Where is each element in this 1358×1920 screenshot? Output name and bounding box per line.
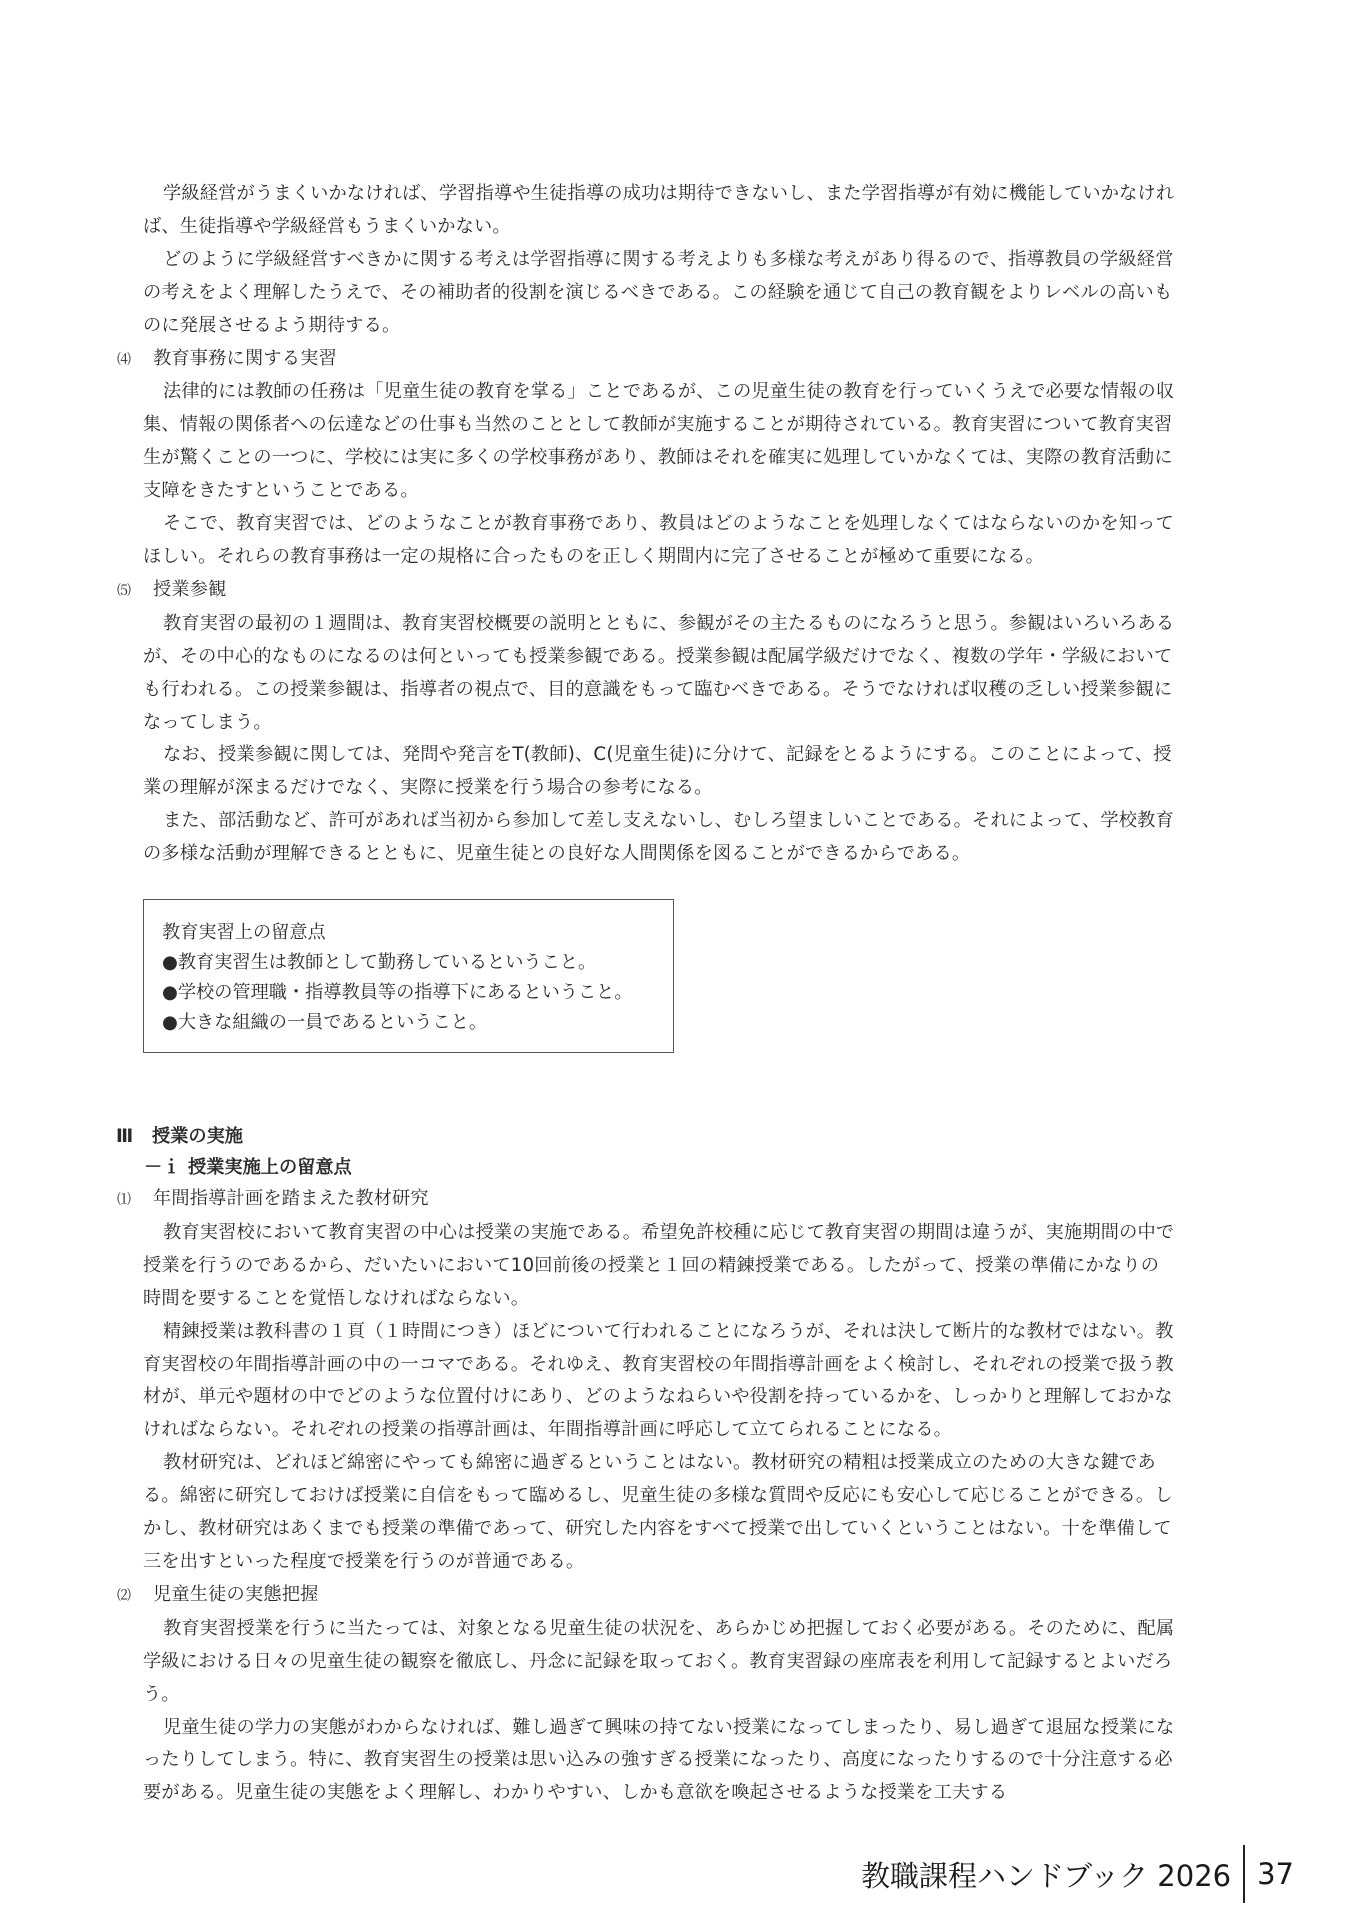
notice-box: [143, 899, 674, 1053]
section-title: 授業の実施: [152, 1126, 243, 1147]
subsection-mark: －ｉ: [144, 1157, 181, 1178]
heading-number: ⑷: [117, 351, 132, 368]
heading-title: 年間指導計画を踏まえた教材研究: [153, 1188, 429, 1209]
heading-number: ⑸: [117, 582, 132, 599]
section-lesson-body: [117, 1183, 1175, 1810]
heading-number: ⑴: [117, 1192, 132, 1208]
paragraph: 教育実習授業を行うに当たっては、対象となる児童生徒の状況を、あらかじめ把握しておく必要がある。そのために、配属学級における日々の児童生徒の観察を徹底し、丹念に記録を取っておく。教育実習録の座席表を利用して記録するとよいだろう。: [143, 1617, 1175, 1705]
section-number: Ⅲ: [116, 1126, 134, 1147]
paragraph: また、部活動など、許可があれば当初から参加して差し支えないし、むしろ望ましいことである。それによって、学校教育の多様な活動が理解できるとともに、児童生徒との良好な人間関係を図ることができるからである。: [143, 810, 1174, 865]
paragraph: 精錬授業は教科書の１頁（１時間につき）ほどについて行われることになろうが、それは決して断片的な教材ではない。教育実習校の年間指導計画の中の一コマである。それゆえ、教育実習校の年間指導計画をよく検討し、それぞれの授業で扱う教材が、単元や題材の中でどのような位置付けにあり、どのようなねらいや役割を持っているかを、しっかりと理解しておかなければならない。それぞれの授業の指導計画は、年間指導計画に呼応して立てられることになる。: [143, 1320, 1174, 1441]
heading-number: ⑵: [117, 1587, 132, 1604]
heading-office-practice: [117, 343, 1175, 377]
paragraph: 学級経営がうまくいかなければ、学習指導や生徒指導の成功は期待できないし、また学習指導が有効に機能していかなければ、生徒指導や学級経営もうまくいかない。: [143, 183, 1175, 237]
section-practice-body: [117, 178, 1175, 871]
paragraph: 教育実習校において教育実習の中心は授業の実施である。希望免許校種に応じて教育実習の期間は違うが、実施期間の中で授業を行うのであるから、だいたいにおいて10回前後の授業と１回の精錬授業である。したがって、授業の準備にかなりの時間を要することを覚悟しなければならない。: [143, 1221, 1175, 1309]
subsection-title: 授業実施上の留意点: [188, 1157, 352, 1178]
page-footer: [861, 1844, 1294, 1904]
notice-item: ●大きな組織の一員であるということ。: [162, 1012, 488, 1033]
paragraph: 教材研究は、どれほど綿密にやっても綿密に過ぎるということはない。教材研究の精粗は授業成立のための大きな鍵である。綿密に研究しておけば授業に自信をもって臨めるし、児童生徒の多様な質問や反応にも安心して応じることができる。しかし、教材研究はあくまでも授業の準備であって、研究した内容をすべて授業で出していくということはない。十を準備して三を出すといった程度で授業を行うのが普通である。: [143, 1452, 1173, 1572]
heading-material-study: [117, 1183, 1175, 1217]
paragraph: なお、授業参観に関しては、発問や発言をT(教師)、C(児童生徒)に分けて、記録をとるようにする。このことによって、授業の理解が深まるだけでなく、実際に授業を行う場合の参考になる。: [143, 744, 1172, 799]
paragraph: そこで、教育実習では、どのようなことが教育事務であり、教員はどのようなことを処理しなくてはならないのかを知ってほしい。それらの教育事務は一定の規格に合ったものを正しく期間内に完了させることが極めて重要になる。: [143, 513, 1174, 567]
footer-title: 教職課程ハンドブック 2026: [860, 1858, 1232, 1893]
subsection-heading: [144, 1153, 352, 1183]
paragraph: 法律的には教師の任務は「児童生徒の教育を掌る」ことであるが、この児童生徒の教育を行っていくうえで必要な情報の収集、情報の関係者への伝達などの仕事も当然のこととして教師が実施することが期待されている。教育実習について教育実習生が驚くことの一つに、学校には実に多くの学校事務があり、教師はそれを確実に処理していかなくては、実際の教育活動に支障をきたすということである。: [143, 381, 1175, 502]
footer-divider: [1243, 1845, 1245, 1903]
notice-box-title: 教育実習上の留意点: [162, 922, 326, 943]
section-heading: [116, 1122, 243, 1152]
heading-title: 教育事務に関する実習: [153, 347, 337, 369]
paragraph: 児童生徒の学力の実態がわからなければ、難し過ぎて興味の持てない授業になってしまったり、易し過ぎて退屈な授業になったりしてしまう。特に、教育実習生の授業は思い込みの強すぎる授業になったり、高度になったりするので十分注意する必要がある。児童生徒の実態をよく理解し、わかりやすい、しかも意欲を喚起させるような授業を工夫する: [143, 1716, 1175, 1804]
heading-class-observation: [117, 574, 1175, 608]
paragraph: どのように学級経営すべきかに関する考えは学習指導に関する考えよりも多様な考えがあり得るので、指導教員の学級経営の考えをよく理解したうえで、その補助者的役割を演じるべきである。この経験を通じて自己の教育観をよりレベルの高いものに発展させるよう期待する。: [143, 248, 1174, 336]
notice-item: ●学校の管理職・指導教員等の指導下にあるということ。: [162, 982, 633, 1003]
notice-item: ●教育実習生は教師として勤務しているということ。: [162, 952, 597, 973]
heading-title: 授業参観: [153, 578, 227, 600]
paragraph: 教育実習の最初の１週間は、教育実習校概要の説明とともに、参観がその主たるものになろうと思う。参観はいろいろあるが、その中心的なものになるのは何といっても授業参観である。授業参観は配属学級だけでなく、複数の学年・学級においても行われる。この授業参観は、指導者の視点で、目的意識をもって臨むべきである。そうでなければ収穫の乏しい授業参観になってしまう。: [143, 612, 1175, 733]
heading-student-understanding: [117, 1579, 1175, 1613]
page-number: 37: [1257, 1857, 1294, 1891]
heading-title: 児童生徒の実態把握: [153, 1583, 319, 1605]
